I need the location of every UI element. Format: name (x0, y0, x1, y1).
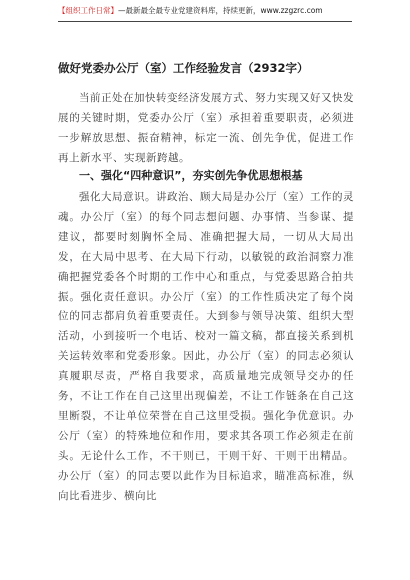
section-heading: 一、强化“四种意识”，夯实创先争优思想根基 (79, 169, 303, 182)
header-divider (58, 21, 352, 22)
document-title: 做好党委办公厅（室）工作经验发言（2932字） (58, 61, 309, 75)
banner-site-url: www.zzgzrc.com (260, 6, 323, 15)
banner-tagline: —最新最全最专业党建资料库，持续更新， (118, 6, 261, 15)
section-body-paragraph: 强化大局意识。讲政治、顾大局是办公厅（室）工作的灵魂。办公厅（室）的每个同志想问题、办事情、当参谋、提建议，都要时刻胸怀全局、准确把握大局，一切从大局出发，在大局中思考、在大局下行动，以敏锐的政治洞察力准确把握党委各个时期的工作中心和重点，与党委思路合拍共振。强化责任意识。办公厅（室）的工作性质决定了每个岗位的同志都肩负着重要责任。大到参与领导决策、组织大型活动，小到接听一个电话、校对一篇文稿，都直接关系到机关运转效率和党委形象。因此，办公厅（室）的同志必须认真履职尽责，严格自我要求，高质量地完成领导交办的任务，不让工作在自己这里出现偏差，不让工作链条在自己这里断裂，不让单位荣誉在自己这里受损。强化争优意识。办公厅（室）的特殊地位和作用，要求其各项工作必须走在前头。无论什么工作，不干则已，干则干好、干则干出精品。办公厅（室）的同志要以此作为目标追求，瞄准高标准，纵向比看进步、横向比 (58, 191, 354, 502)
banner-tag: 【组织工作日常】 (58, 6, 118, 15)
site-banner (58, 6, 323, 16)
intro-paragraph: 当前正处在加快转变经济发展方式、努力实现又好又快发展的关键时期，党委办公厅（室）承担着重要职责，必须进一步解放思想、振奋精神，标定一流、创先争优，促进工作再上新水平、实现新跨越。 (58, 92, 354, 164)
